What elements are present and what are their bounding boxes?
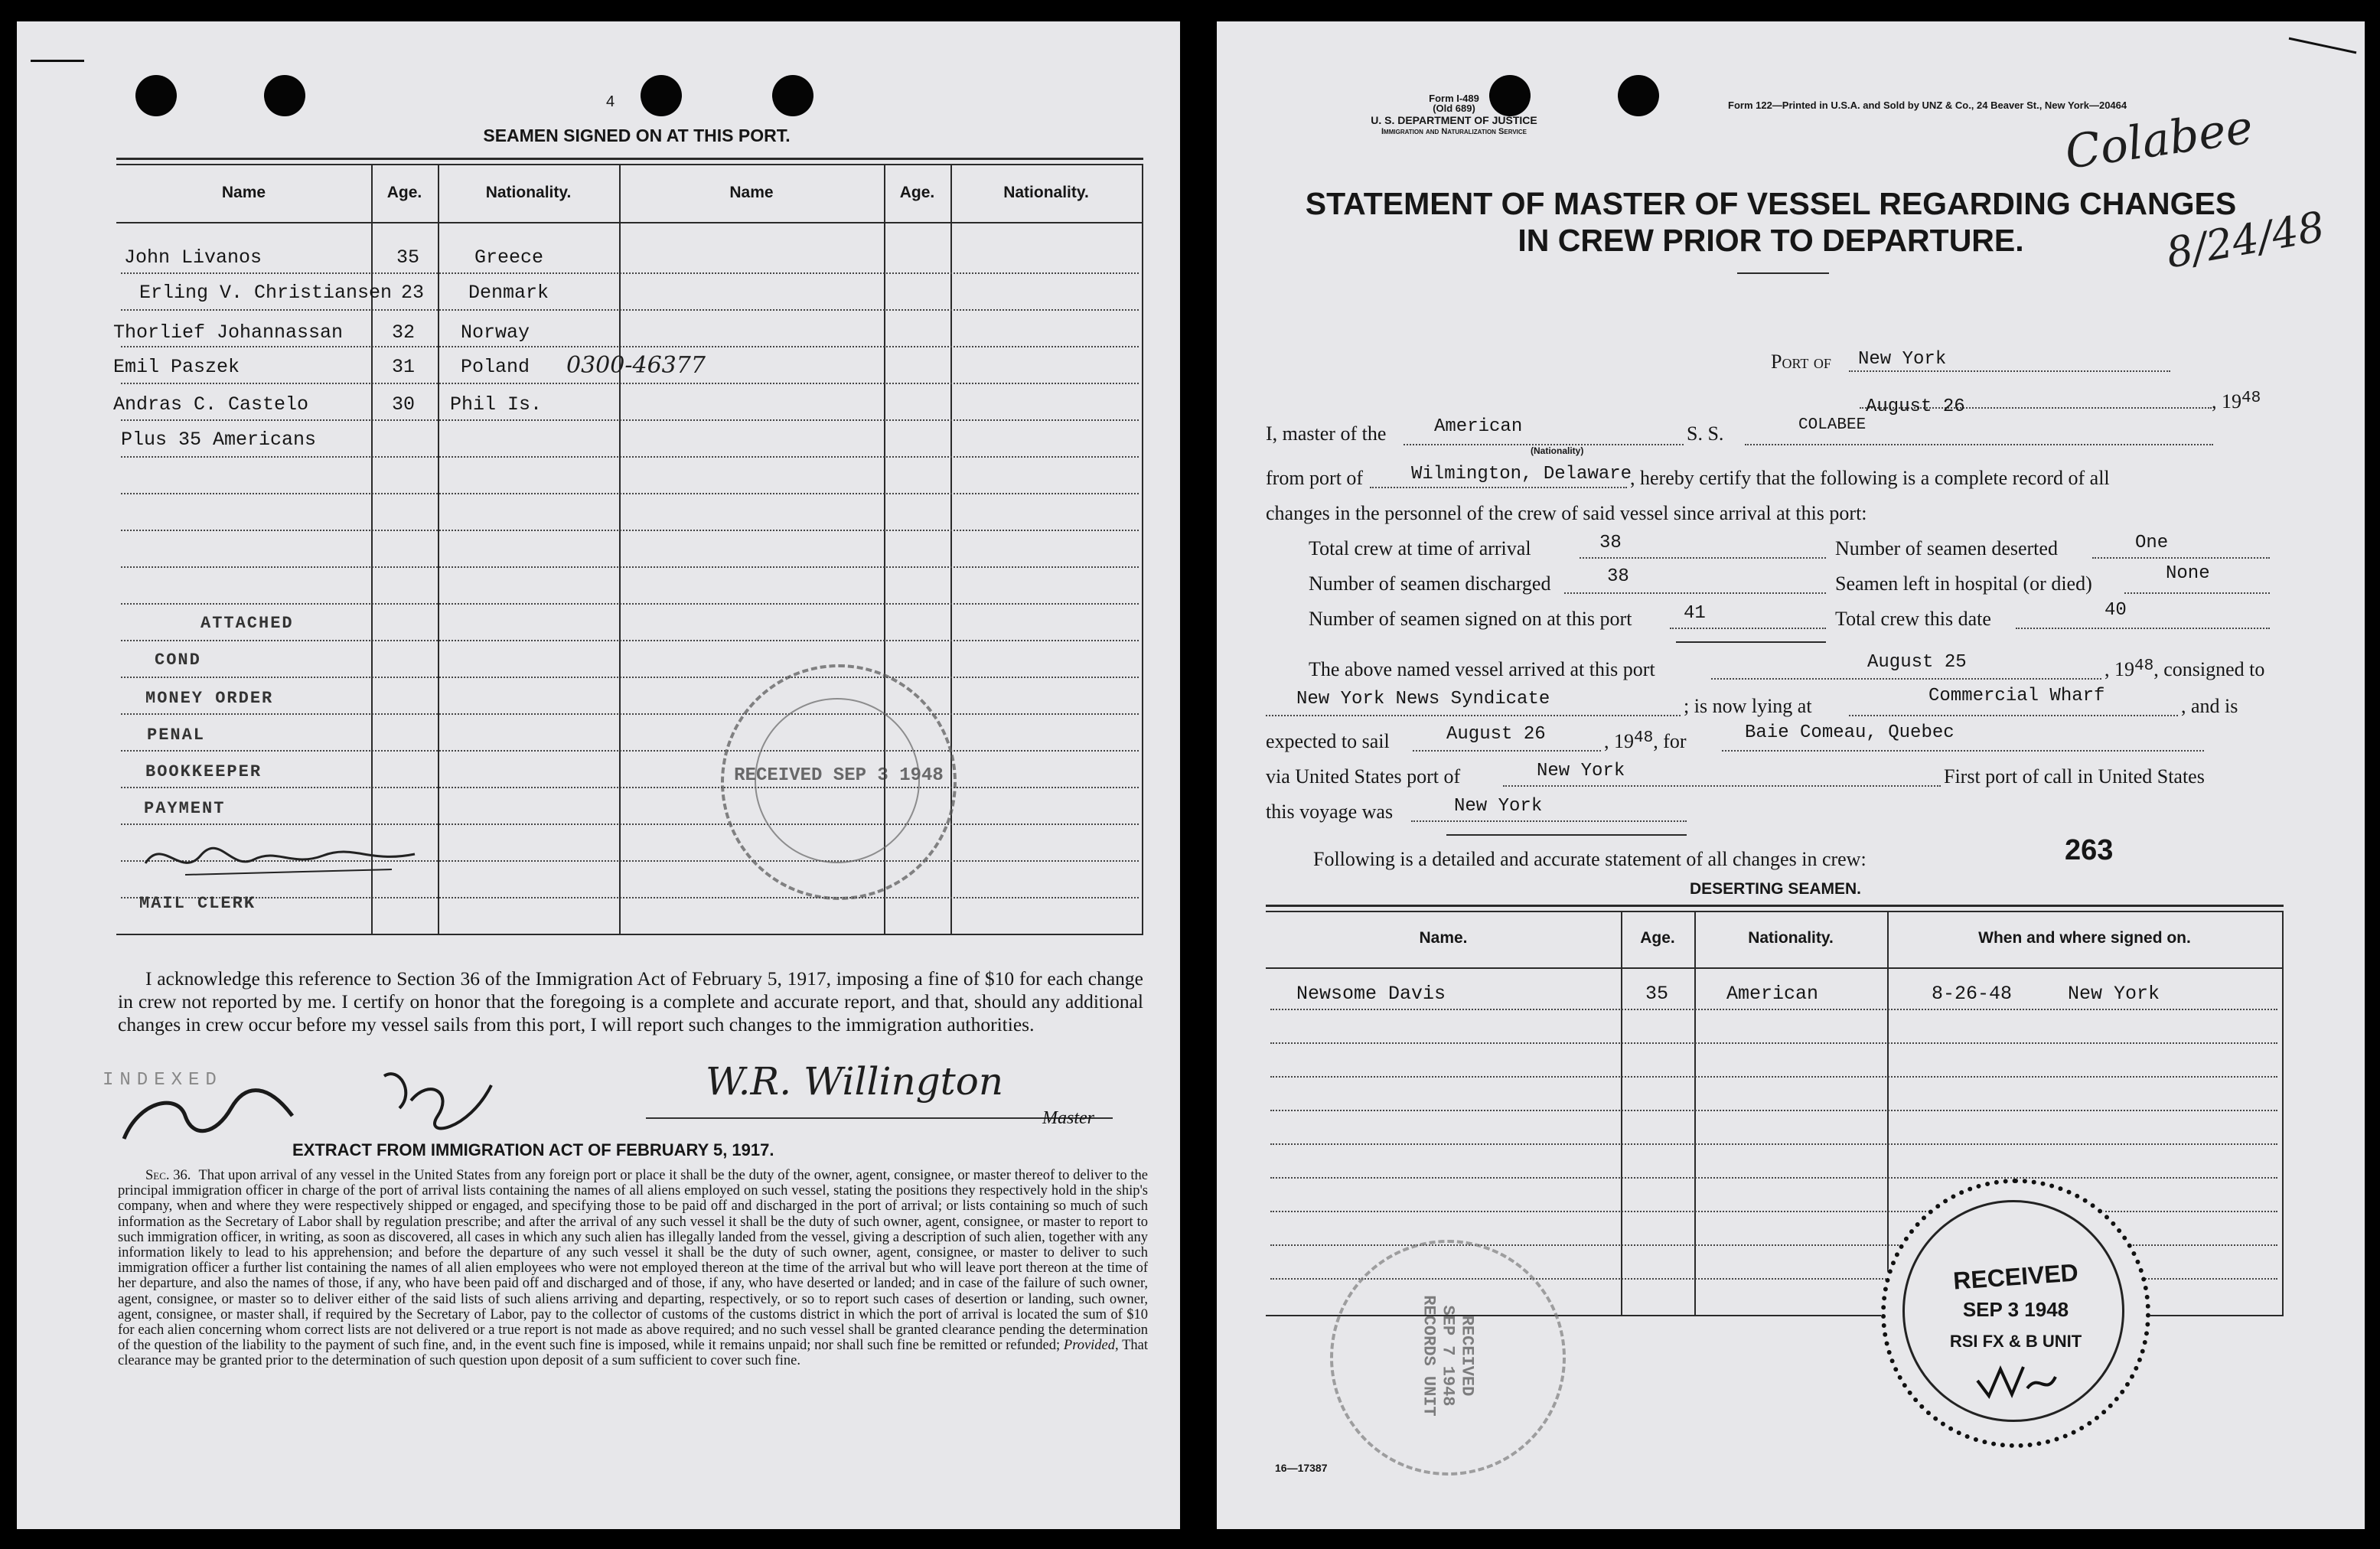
seaman-summary: Plus 35 Americans	[121, 429, 317, 451]
indexed-stamp: INDEXED	[103, 1070, 223, 1091]
lying-value: Commercial Wharf	[1928, 686, 2105, 706]
date-year: , $19^{48}$	[2212, 390, 2261, 413]
nationality-value: American	[1434, 416, 1523, 437]
corner-mark	[31, 60, 84, 62]
consignee-value: New York News Syndicate	[1296, 689, 1550, 709]
from-port-label: from port of	[1266, 467, 1364, 489]
seamen-signed-label: Number of seamen signed on at this port	[1309, 608, 1632, 630]
voyage-label: this voyage was	[1266, 801, 1394, 823]
via-label: via United States port of	[1266, 765, 1461, 788]
seaman-name: Thorlief Johannassan	[113, 321, 344, 344]
port-value: New York	[1858, 349, 1947, 370]
form-title: STATEMENT OF MASTER OF VESSEL REGARDING CHANGES IN CREW PRIOR TO DEPARTURE.	[1305, 186, 2237, 258]
deserter-age: 35	[1645, 983, 1669, 1005]
header-age: Age.	[1640, 929, 1675, 947]
seaman-age: 23	[401, 282, 425, 304]
binding-hole	[264, 75, 305, 116]
total-crew-date-value: 40	[2105, 600, 2127, 621]
via-value: New York	[1537, 761, 1625, 781]
header-when-where: When and where signed on.	[1978, 929, 2191, 947]
document-number: 263	[2065, 834, 2114, 866]
total-crew-arrival-label: Total crew at time of arrival	[1309, 537, 1531, 559]
corner-mark	[2289, 38, 2357, 54]
certify-text: , hereby certify that the following is a complete record of all	[1630, 467, 2110, 489]
expected-year: , $19^{48}$, for	[1604, 729, 1687, 752]
records-stamp: RECEIVED SEP 7 1948 RECORDS UNIT	[1330, 1240, 1566, 1476]
deserter-signed-date: 8-26-48	[1932, 983, 2013, 1005]
from-port-value: Wilmington, Delaware	[1411, 464, 1632, 484]
receipt-postmark: RECEIVED SEP 3 1948	[721, 664, 957, 900]
printer-note: Form 122—Printed in U.S.A. and Sold by UNZ & Co., 24 Beaver St., New York—20464	[1728, 99, 2127, 111]
seamen-deserted-label: Number of seamen deserted	[1835, 537, 2058, 559]
port-label: Port of	[1771, 351, 1831, 373]
expected-value: August 26	[1446, 724, 1546, 745]
arrived-value: August 25	[1867, 652, 1967, 673]
seaman-nationality: Phil Is.	[450, 393, 543, 416]
expected-label: expected to sail	[1266, 730, 1390, 752]
total-crew-arrival-value: 38	[1599, 533, 1622, 553]
total-crew-date-label: Total crew this date	[1835, 608, 1991, 630]
voyage-value: New York	[1454, 796, 1543, 817]
seaman-nationality: Greece	[474, 246, 544, 269]
ss-value: COLABEE	[1798, 416, 1867, 434]
master-of-label: I, master of the	[1266, 422, 1387, 445]
title-underline	[1737, 272, 1829, 274]
counts-rule	[1676, 641, 1826, 643]
following-text: Following is a detailed and accurate statement of all changes in crew:	[1313, 848, 1867, 870]
seaman-nationality: Norway	[461, 321, 530, 344]
master-signature: W.R. Willington	[706, 1059, 1004, 1104]
master-label: Master	[1042, 1108, 1094, 1128]
seaman-age: 30	[392, 393, 416, 416]
deserter-nationality: American	[1726, 983, 1819, 1005]
seamen-signed-value: 41	[1684, 603, 1706, 624]
seamen-deserted-value: One	[2135, 533, 2169, 553]
arrived-year: , $19^{48}$, consigned to	[2105, 657, 2265, 680]
changes-text: changes in the personnel of the crew of said vessel since arrival at this port:	[1266, 502, 1867, 524]
seaman-age: 32	[392, 321, 416, 344]
header-name: Name.	[1419, 929, 1468, 947]
header-age: Age.	[899, 184, 935, 201]
hospital-label: Seamen left in hospital (or died)	[1835, 572, 2092, 595]
binding-hole	[772, 75, 813, 116]
stamp-initials	[1970, 1358, 2062, 1404]
received-stamp: RECEIVED SEP 3 1948 RSI FX & B UNIT	[1881, 1179, 2150, 1448]
seaman-name: Erling V. Christiansen	[139, 282, 393, 304]
deserter-signed-place: New York	[2068, 983, 2160, 1005]
deserter-name: Newsome Davis	[1296, 983, 1446, 1005]
binding-hole	[135, 75, 177, 116]
page-number: 4	[606, 93, 615, 110]
seaman-nationality: Poland	[461, 356, 530, 378]
nationality-note: (Nationality)	[1531, 445, 1584, 456]
seaman-age: 31	[392, 356, 416, 378]
header-name: Name	[729, 184, 774, 201]
ss-label: S. S.	[1687, 422, 1724, 445]
agency-name: U. S. DEPARTMENT OF JUSTICE Immigration and Naturalization Service	[1371, 114, 1537, 136]
destination-value: Baie Comeau, Quebec	[1745, 722, 1955, 743]
handwritten-date: 8/24/48	[2163, 202, 2329, 278]
right-page	[1217, 21, 2365, 1529]
seaman-name: Andras C. Castelo	[113, 393, 309, 416]
initials-signature	[109, 1062, 507, 1146]
arrived-label: The above named vessel arrived at this port	[1309, 658, 1655, 680]
hospital-value: None	[2166, 563, 2210, 584]
handwritten-alien-number: 0300-46377	[566, 352, 706, 379]
header-name: Name	[221, 184, 266, 201]
handwritten-scrawl	[139, 833, 430, 886]
header-age: Age.	[386, 184, 422, 201]
header-nationality: Nationality.	[485, 184, 572, 201]
seamen-discharged-label: Number of seamen discharged	[1309, 572, 1551, 595]
form-number: Form I-489 (Old 689)	[1429, 93, 1479, 114]
seaman-nationality: Denmark	[468, 282, 549, 304]
seaman-age: 35	[396, 246, 420, 269]
seamen-discharged-value: 38	[1607, 566, 1629, 587]
extract-title: EXTRACT FROM IMMIGRATION ACT OF FEBRUARY 5, 1917.	[292, 1140, 774, 1159]
and-is-label: , and is	[2181, 695, 2238, 717]
seaman-name: John Livanos	[124, 246, 262, 269]
footer-code: 16—17387	[1275, 1462, 1328, 1474]
date-value: August 26	[1866, 396, 1965, 417]
deserting-title: DESERTING SEAMEN.	[1689, 880, 1862, 898]
seaman-name: Emil Paszek	[113, 356, 240, 378]
lying-label: ; is now lying at	[1684, 695, 1812, 717]
left-page: 4 SEAMEN SIGNED ON AT THIS PORT. Name Age. Nationality. Name Age. Nationality. John Livanos 35 Greece Erling V. Christiansen 23 Denmark Thorlief Johannassan 32 Norway Emil Paszek 31 Poland 0300-46377 Andras C. Castelo 30 Phil Is. Plus 35 Americans ATTACHED COND MONEY ORDER PENAL BOOKKEEPER PAYMENT MAIL CLERK RECEIVED SEP 3 1948 I acknowledge this reference to Section 36 of the Immigration Act of February 5, 1917, imposing a fine of $10 for each change in crew not reported by me. I certify on honor that the foregoing is a complete and accurate report, and that, should any additional changes in crew occur before my vessel sails from this port, I will report such changes to the immigration authorities. INDEXED W.R. Willington Master EXTRACT FROM IMMIGRATION ACT OF FEBRUARY 5, 1917. Sec. 36. That upon arrival of any vessel in the United States from any foreign port or place it shall be the duty of the owner, agent, consignee, or master thereof to deliver to the principal immigration officer in charge of the port of arrival lists containing the names of all aliens employed on such vessel, stating the positions they respectively hold in the ship's company, when and where they were respectively shipped or engaged, and specifying those to be paid off and discharged in the port of arrival; or lists containing so much of such information as the Secretary of Labor shall by regulation prescribe; and after the arrival of any such vessel it shall be the duty of such owner, agent, consignee, or master to report to such immigration officer, in writing, as soon as discovered, all cases in which any such alien has illegally landed from the vessel, giving a description of such alien, together with any information likely to lead to his apprehension; and before the departure of any such vessel it shall be the duty of such owner, agent, consignee, or master to deliver to such immigration officer a further list containing the names of all alien employees who were not employed thereon at the time of the arrival but who will leave port thereon at the time of her departure, and also the names of those, if any, who have been paid off and discharged and of those, if any, who have deserted or landed; and in case of the failure of such owner, agent, consignee, or master so to deliver either of the said lists of such aliens arriving and departing, respectively, or so to report such cases of desertion or landing, such owner, agent, consignee, or master shall, if required by the Secretary of Labor, pay to the collector of customs of the customs district in which the port of arrival is located the sum of $10 for each alien concerning whom correct lists are not delivered or a true report is not made as above required; and no such vessel shall be granted clearance pending the determination of the question of the liability to the payment of such fine, and, in the event such fine is imposed, while it remains unpaid; nor shall such fine be remitted or refunded; Provided, That clearance may be granted prior to the determination of such question upon deposit of a sum sufficient to cover such fine.	[17, 21, 1180, 1529]
acknowledgment-text: I acknowledge this reference to Section 36 of the Immigration Act of February 5, 1917, imposing a fine of $10 for each change in crew not reported by me. I certify on honor that the foregoing is a complete and accurate report, and that, should any additional changes in crew occur before my vessel sails from this port, I will report such changes to the immigration authorities.	[118, 967, 1143, 1035]
section-title: SEAMEN SIGNED ON AT THIS PORT.	[483, 126, 791, 145]
handwritten-vessel-name: Colabee	[2062, 100, 2257, 180]
voyage-rule	[1446, 834, 1687, 836]
binding-hole	[641, 75, 682, 116]
section-36-text: Sec. 36. That upon arrival of any vessel in the United States from any foreign port or place it shall be the duty of the owner, agent, consignee, or master thereof to deliver to the principal immigration officer in charge of the port of arrival lists containing the names of all aliens employed on such vessel, stating the positions they respectively hold in the ship's company, when and where they were respectively shipped or engaged, and specifying those to be paid off and discharged in the port of arrival; or lists containing so much of such information as the Secretary of Labor shall by regulation prescribe; and after the arrival of any such vessel it shall be the duty of such owner, agent, consignee, or master to report to such immigration officer, in writing, as soon as discovered, all cases in which any such alien has illegally landed from the vessel, giving a description of such alien, together with any information likely to lead to his apprehension; and before the departure of any such vessel it shall be the duty of such owner, agent, consignee, or master to deliver to such immigration officer a further list containing the names of all alien employees who were not employed thereon at the time of the arrival but who will leave port thereon at the time of her departure, and also the names of those, if any, who have been paid off and discharged and of those, if any, who have deserted or landed; and in case of the failure of such owner, agent, consignee, or master so to deliver either of the said lists of such aliens arriving and departing, respectively, or so to report such cases of desertion or landing, such owner, agent, consignee, or master shall, if required by the Secretary of Labor, pay to the collector of customs of the customs district in which the port of arrival is located the sum of $10 for each alien concerning whom correct lists are not delivered or a true report is not made as above required; and no such vessel shall be granted clearance pending the determination of the question of the liability to the payment of such fine, and, in the event such fine is imposed, while it remains unpaid; nor shall such fine be remitted or refunded; Provided, That clearance may be granted prior to the determination of such question upon deposit of a sum sufficient to cover such fine.	[118, 1168, 1149, 1369]
binding-hole	[1618, 75, 1659, 116]
header-nationality: Nationality.	[1748, 929, 1834, 947]
header-nationality: Nationality.	[1003, 184, 1089, 201]
first-port-label: First port of call in United States	[1944, 765, 2205, 788]
